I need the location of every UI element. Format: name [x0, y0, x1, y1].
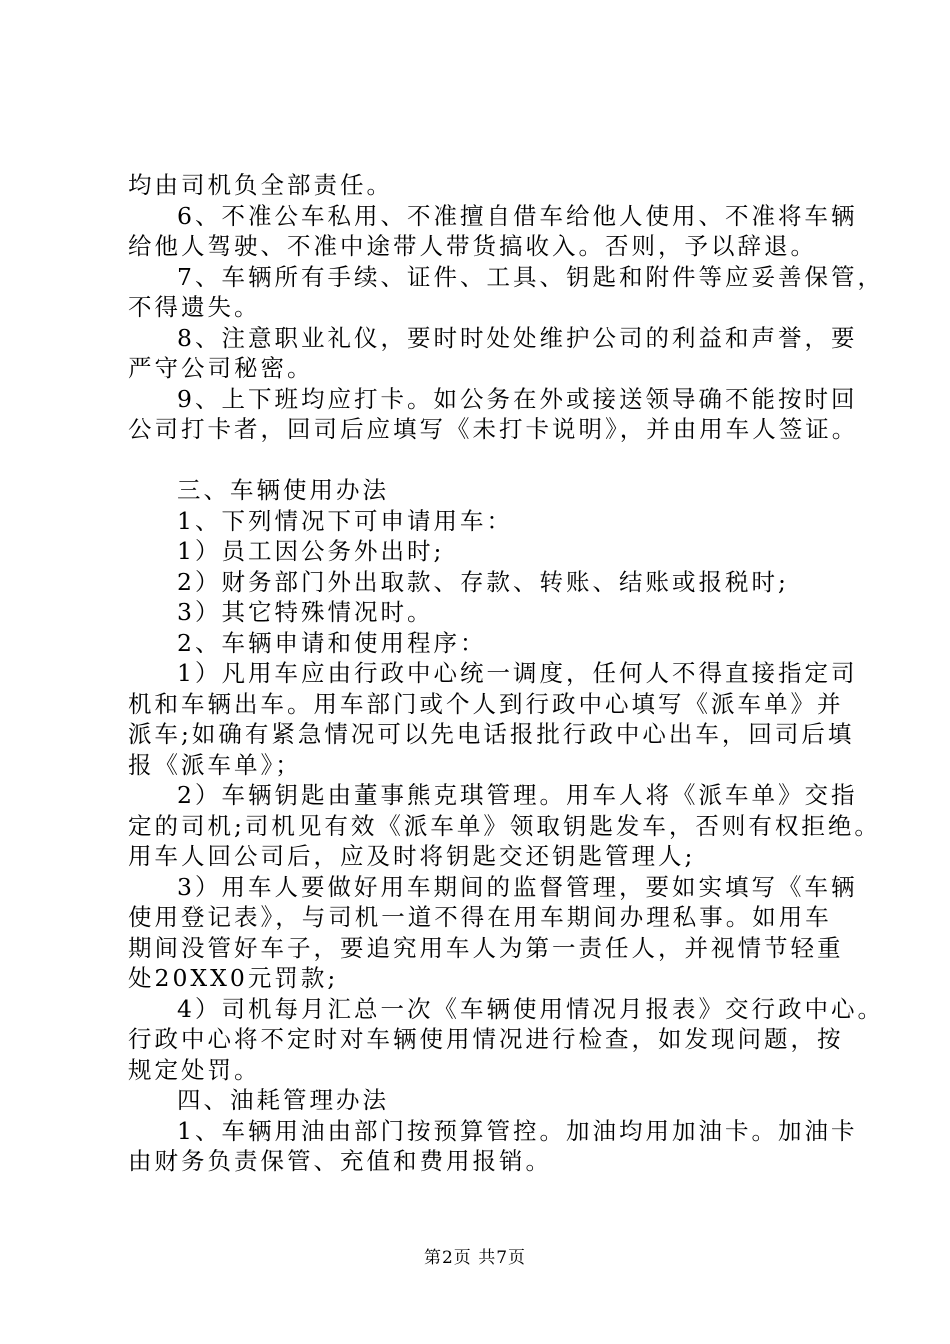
text-line: 行政中心将不定时对车辆使用情况进行检查，如发现问题，按 [128, 1025, 844, 1053]
text-line: 三、车辆使用办法 [177, 476, 389, 504]
blank-line [128, 445, 833, 476]
text-line: 3）其它特殊情况时。 [177, 598, 434, 626]
text-line: 2）财务部门外出取款、存款、转账、结账或报税时; [177, 567, 789, 596]
text-line: 期间没管好车子，要追究用车人为第一责任人，并视情节轻重 [128, 933, 844, 962]
text-line: 用车人回公司后，应及时将钥匙交还钥匙管理人; [128, 842, 696, 870]
text-line: 严守公司秘密。 [128, 354, 314, 382]
text-line: 不得遗失。 [128, 293, 261, 321]
text-line: 公司打卡者，回司后应填写《未打卡说明》，并由用车人签证。 [128, 415, 859, 443]
text-line: 1、下列情况下可申请用车： [177, 506, 513, 535]
text-line: 4）司机每月汇总一次《车辆使用情况月报表》交行政中心。 [177, 994, 884, 1023]
text-line: 2、车辆申请和使用程序： [177, 628, 487, 657]
text-line: 7、车辆所有手续、证件、工具、钥匙和附件等应妥善保管， [177, 262, 884, 291]
text-line: 给他人驾驶、不准中途带人带货搞收入。否则，予以辞退。 [128, 232, 817, 260]
text-line: 9、上下班均应打卡。如公务在外或接送领导确不能按时回 [177, 384, 858, 413]
text-line: 1、车辆用油由部门按预算管控。加油均用加油卡。加油卡 [177, 1116, 858, 1145]
text-line: 定的司机;司机见有效《派车单》领取钥匙发车，否则有权拒绝。 [128, 811, 881, 840]
text-line: 3）用车人要做好用车期间的监督管理，要如实填写《车辆 [177, 872, 858, 901]
text-line: 派车;如确有紧急情况可以先电话报批行政中心出车，回司后填 [128, 720, 855, 748]
text-line: 由财务负责保管、充值和费用报销。 [128, 1147, 552, 1175]
text-line: 8、注意职业礼仪，要时时处处维护公司的利益和声誉，要 [177, 323, 858, 352]
text-line: 四、油耗管理办法 [177, 1086, 389, 1114]
text-line: 规定处罚。 [128, 1055, 261, 1084]
text-line: 使用登记表》，与司机一道不得在用车期间办理私事。如用车 [128, 903, 832, 931]
text-line: 处20XX0元罚款; [128, 964, 339, 992]
text-line: 1）凡用车应由行政中心统一调度，任何人不得直接指定司 [177, 659, 858, 687]
text-line: 机和车辆出车。用车部门或个人到行政中心填写《派车单》并 [128, 689, 844, 718]
text-line: 6、不准公车私用、不准擅自借车给他人使用、不准将车辆 [177, 201, 858, 230]
text-line: 1）员工因公务外出时; [177, 537, 445, 565]
text-line: 均由司机负全部责任。 [128, 171, 393, 199]
text-line: 2）车辆钥匙由董事熊克琪管理。用车人将《派车单》交指 [177, 781, 858, 809]
document-body [128, 170, 884, 1177]
text-line: 报《派车单》； [128, 750, 302, 779]
page-footer: 第2页 共7页 [423, 1248, 527, 1268]
